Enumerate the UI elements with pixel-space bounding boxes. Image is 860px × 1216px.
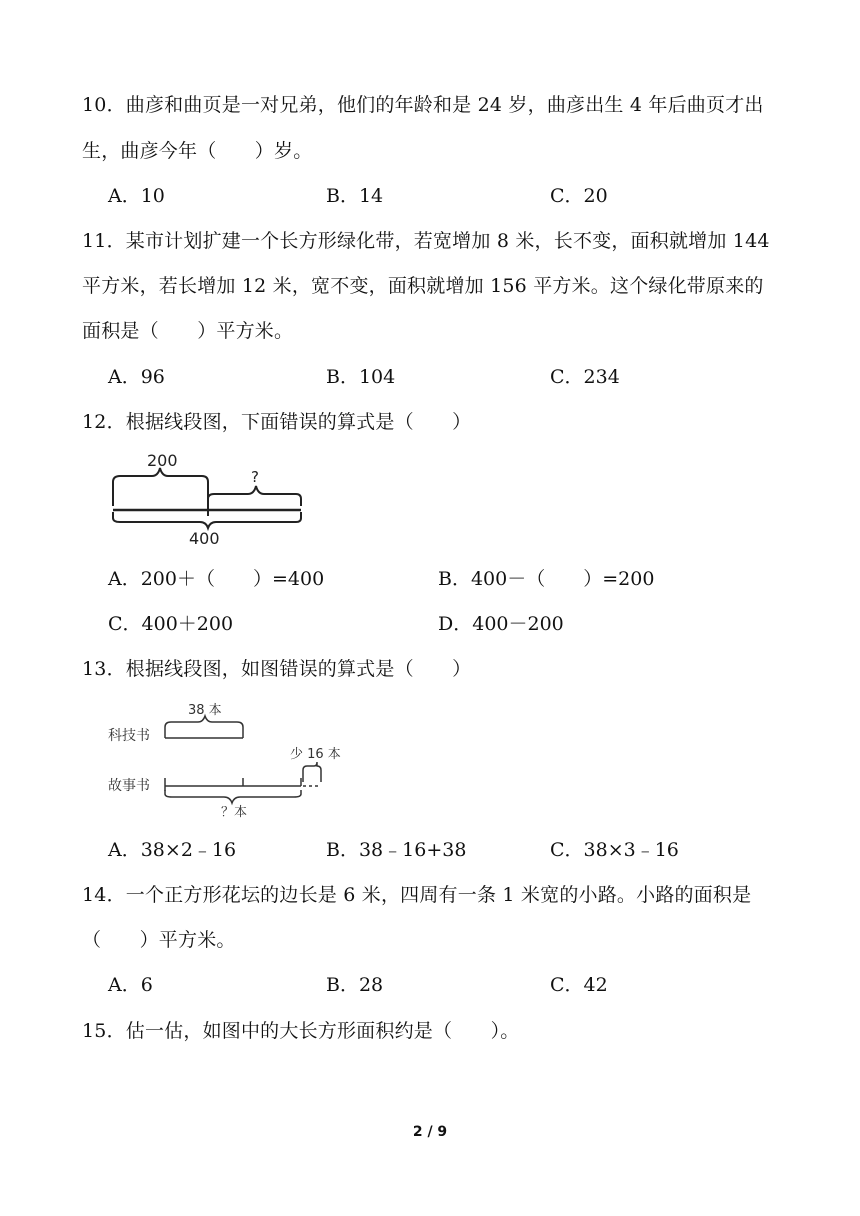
q11-option-a: A．96 xyxy=(108,366,165,388)
q11-option-c: C．234 xyxy=(550,366,620,388)
q14-stem-line1: 14．一个正方形花坛的边长是 6 米，四周有一条 1 米宽的小路。小路的面积是 xyxy=(82,884,752,906)
q15-stem: 15．估一估，如图中的大长方形面积约是（ ）。 xyxy=(82,1020,520,1042)
q13-option-a: A．38×2﹣16 xyxy=(108,839,237,861)
q12-option-a: A．200＋（ ）=400 xyxy=(108,568,325,590)
q12-stem: 12．根据线段图，下面错误的算式是（ ） xyxy=(82,411,472,433)
q12-line-segment-diagram xyxy=(100,444,320,554)
q11-stem-line1: 11．某市计划扩建一个长方形绿化带，若宽增加 8 米，长不变，面积就增加 144 xyxy=(82,230,770,252)
q14-option-c: C．42 xyxy=(550,974,608,996)
q13-option-c: C．38×3﹣16 xyxy=(550,839,679,861)
q11-option-b: B．104 xyxy=(326,366,396,388)
q12-option-c: C．400＋200 xyxy=(108,613,234,635)
q13-stem: 13．根据线段图，如图错误的算式是（ ） xyxy=(82,658,472,680)
q13-line-segment-diagram xyxy=(104,694,364,824)
q12-label-200: 200 xyxy=(147,451,178,470)
q10-option-a: A．10 xyxy=(108,185,165,207)
page-number: 2 / 9 xyxy=(412,1124,448,1140)
q14-stem-line2: （ ）平方米。 xyxy=(82,929,236,951)
q12-option-d: D．400－200 xyxy=(438,613,564,635)
q12-option-b: B．400－（ ）=200 xyxy=(438,568,655,590)
q13-row1-label: 科技书 xyxy=(108,728,150,744)
q10-option-b: B．14 xyxy=(326,185,384,207)
q11-stem-line2: 平方米，若长增加 12 米，宽不变，面积就增加 156 平方米。这个绿化带原来的 xyxy=(82,275,764,297)
q13-label-question: ？本 xyxy=(221,805,248,820)
q12-brace-right xyxy=(208,486,301,506)
q12-label-question: ? xyxy=(251,468,259,486)
q14-option-b: B．28 xyxy=(326,974,384,996)
q13-brace-bottom xyxy=(165,790,301,803)
q12-label-400: 400 xyxy=(189,529,220,548)
q13-option-b: B．38﹣16+38 xyxy=(326,839,467,861)
q10-option-c: C．20 xyxy=(550,185,608,207)
q14-option-a: A．6 xyxy=(108,974,153,996)
q13-row2-label: 故事书 xyxy=(108,778,150,794)
q13-brace-less xyxy=(303,762,321,782)
q12-brace-left xyxy=(113,468,208,506)
q13-brace-row1 xyxy=(165,716,243,738)
q10-stem-line1: 10．曲彦和曲页是一对兄弟，他们的年龄和是 24 岁，曲彦出生 4 年后曲页才出 xyxy=(82,94,764,116)
q13-label-38: 38 本 xyxy=(188,703,222,718)
q11-stem-line3: 面积是（ ）平方米。 xyxy=(82,320,294,342)
q10-stem-line2: 生，曲彦今年（ ）岁。 xyxy=(82,140,313,162)
q13-label-less16: 少 16 本 xyxy=(290,747,341,762)
